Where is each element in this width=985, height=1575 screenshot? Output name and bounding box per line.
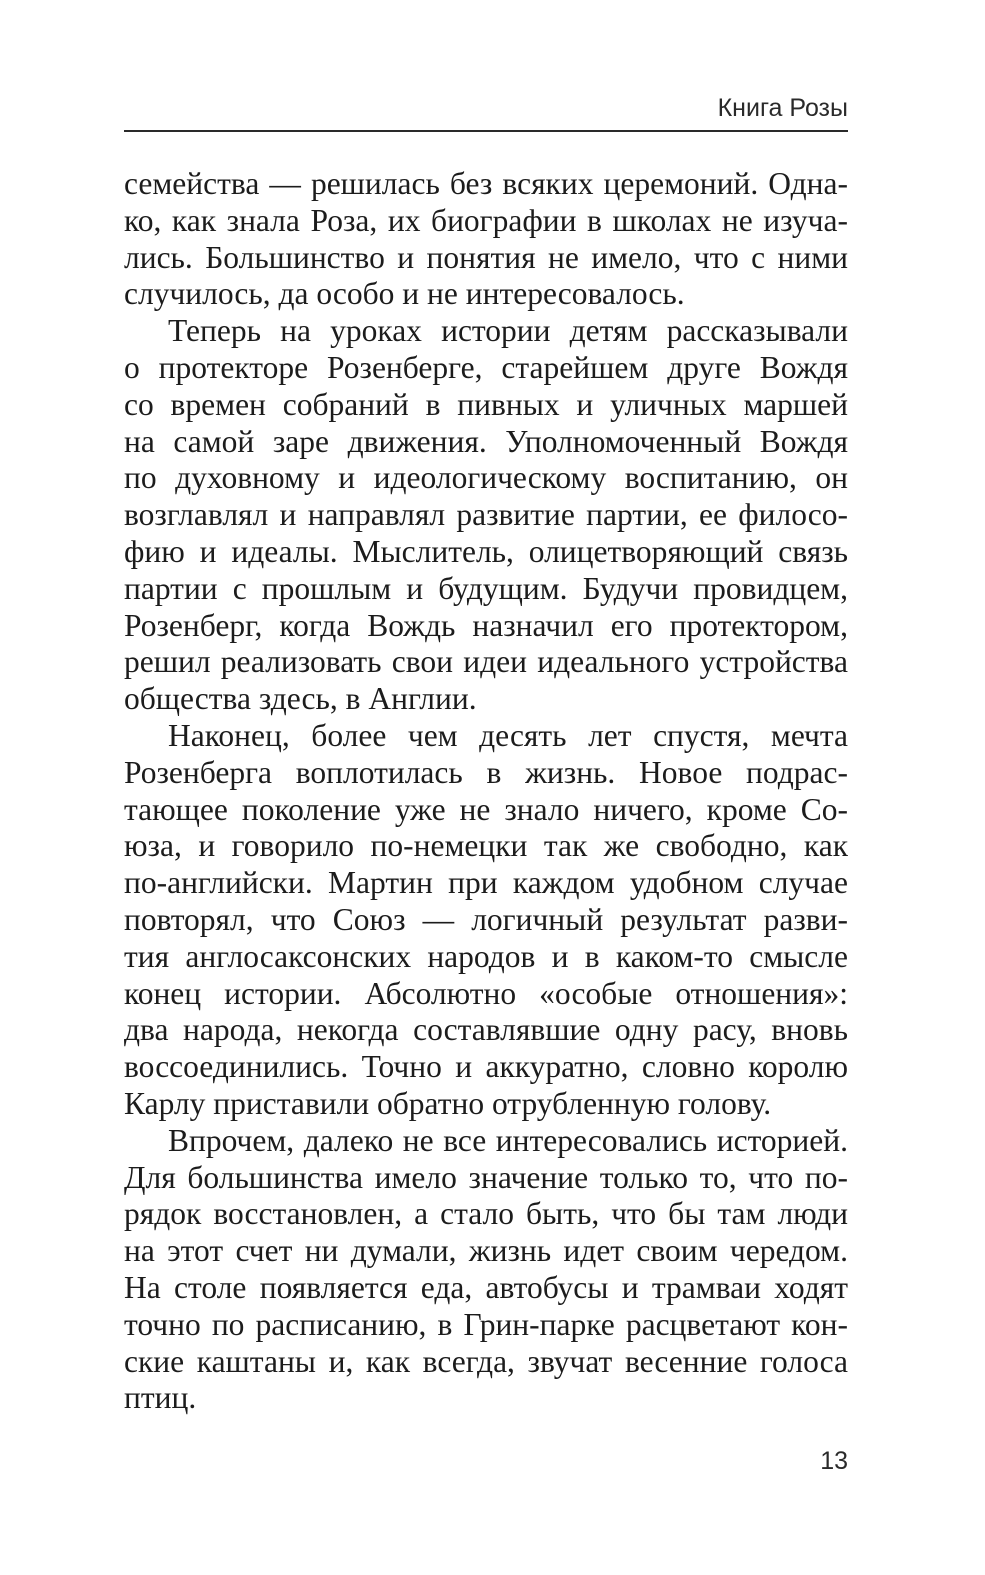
text-line: по духовному и идеологическому воспитанию, он xyxy=(124,460,848,496)
text-line: Наконец, более чем десять лет спустя, мечта xyxy=(168,717,848,753)
text-line: Розенберг, когда Вождь назначил его протектором, xyxy=(124,607,848,643)
text-line: точно по расписанию, в Грин-парке расцветают кон- xyxy=(124,1306,848,1342)
text-line: ко, как знала Роза, их биографии в школах не изуча- xyxy=(124,202,848,238)
running-head xyxy=(124,92,848,132)
text-line: Впрочем, далеко не все интересовались историей. xyxy=(168,1122,848,1158)
paragraph-2 xyxy=(124,313,848,718)
text-line: лись. Большинство и понятия не имело, что с ними xyxy=(124,239,848,275)
text-line: со времен собраний в пивных и уличных маршей xyxy=(124,386,848,422)
paragraph-4 xyxy=(124,1123,848,1417)
text-line: тающее поколение уже не знало ничего, кроме Со- xyxy=(124,791,848,827)
body-text xyxy=(124,166,848,1417)
text-line: конец истории. Абсолютно «особые отношения»: xyxy=(124,975,848,1011)
text-line: ские каштаны и, как всегда, звучат весенние голоса xyxy=(124,1343,848,1379)
text-line: по-английски. Мартин при каждом удобном случае xyxy=(124,865,848,901)
text-line: Карлу приставили обратно отрубленную голову. xyxy=(124,1085,772,1121)
text-line: о протекторе Розенберге, старейшем друге Вождя xyxy=(124,349,848,385)
text-line: семейства — решилась без всяких церемоний. Одна- xyxy=(124,166,848,201)
text-line: на этот счет ни думали, жизнь идет своим чередом. xyxy=(124,1233,848,1269)
text-line: Розенберга воплотилась в жизнь. Новое подрас- xyxy=(124,754,848,790)
text-line: возглавлял и направлял развитие партии, ее филосо- xyxy=(124,497,848,533)
paragraph-1 xyxy=(124,166,848,313)
text-line: партии с прошлым и будущим. Будучи провидцем, xyxy=(124,570,848,606)
text-line: общества здесь, в Англии. xyxy=(124,681,477,717)
page-number: 13 xyxy=(820,1447,848,1475)
text-line: На столе появляется еда, автобусы и трамваи ходят xyxy=(124,1269,848,1305)
text-line: птиц. xyxy=(124,1380,197,1416)
text-line: юза, и говорило по-немецки так же свободно, как xyxy=(124,828,848,864)
text-line: фию и идеалы. Мыслитель, олицетворяющий связь xyxy=(124,533,848,569)
text-line: тия англосаксонских народов и в каком-то смысле xyxy=(124,938,848,974)
text-line: Для большинства имело значение только то, что по- xyxy=(124,1159,848,1195)
paragraph-3 xyxy=(124,718,848,1123)
text-line: два народа, некогда составлявшие одну расу, вновь xyxy=(124,1012,848,1048)
text-line: воссоединились. Точно и аккуратно, словно королю xyxy=(124,1049,848,1085)
text-line: рядок восстановлен, а стало быть, что бы там люди xyxy=(124,1196,848,1232)
running-head-title: Книга Розы xyxy=(717,94,848,122)
text-line: решил реализовать свои идеи идеального устройства xyxy=(124,644,848,680)
text-line: на самой заре движения. Уполномоченный Вождя xyxy=(124,423,848,459)
text-line: Теперь на уроках истории детям рассказывали xyxy=(168,313,848,349)
text-line: повторял, что Союз — логичный результат разви- xyxy=(124,901,848,937)
text-line: случилось, да особо и не интересовалось. xyxy=(124,276,685,312)
